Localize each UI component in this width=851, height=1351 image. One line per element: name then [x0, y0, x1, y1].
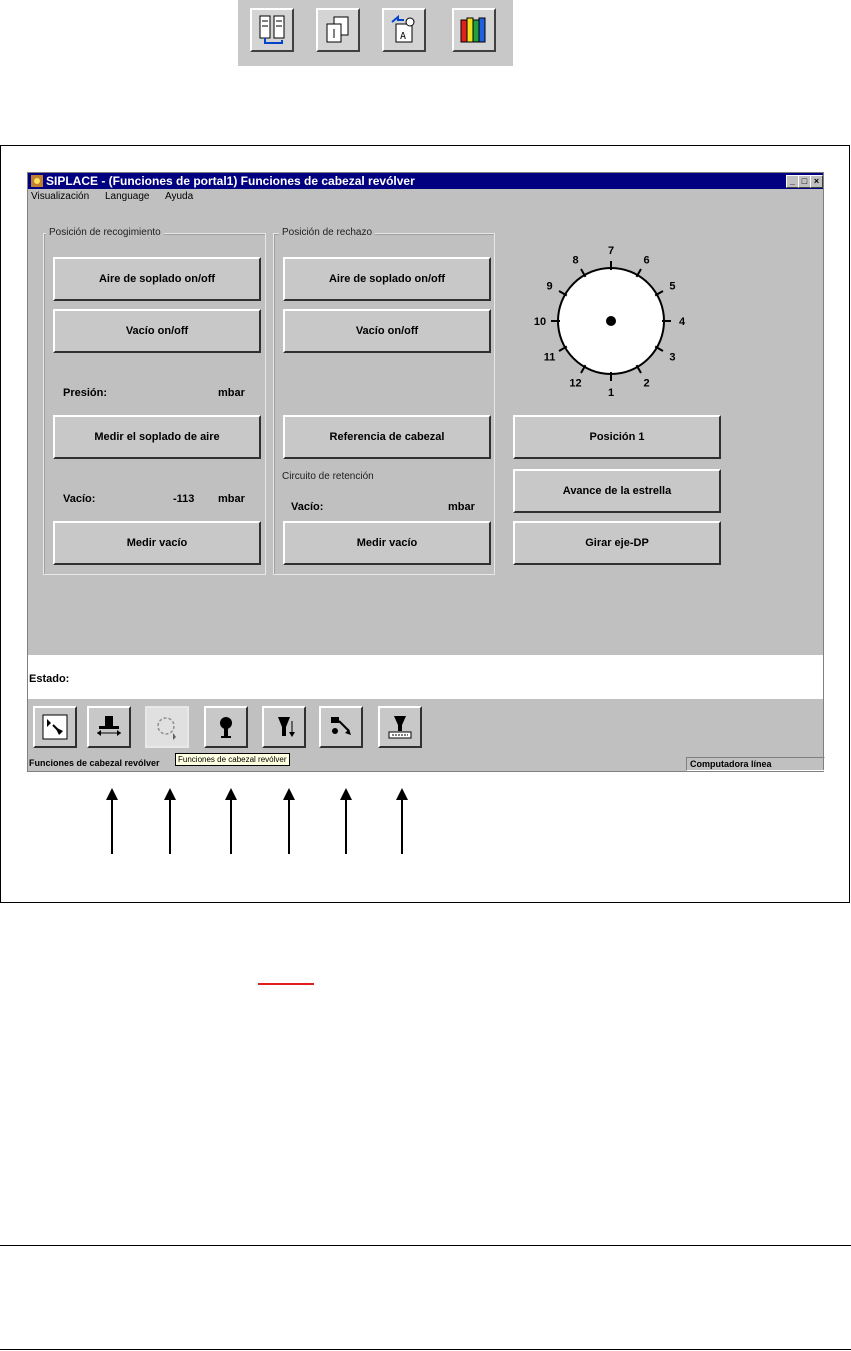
callout-arrow-4 — [288, 790, 290, 854]
retention-vacuum-label: Vacío: — [291, 501, 324, 513]
retention-measure-vacuum-button[interactable]: Medir vacío — [283, 521, 491, 565]
pages-icon-button[interactable] — [316, 8, 360, 52]
retention-vacuum-unit: mbar — [448, 501, 475, 513]
pickup-vacuum-unit: mbar — [218, 493, 245, 505]
head-reference-button[interactable]: Referencia de cabezal — [283, 415, 491, 459]
svg-text:A: A — [400, 31, 407, 42]
dial-number: 6 — [643, 254, 650, 267]
dial-number: 4 — [678, 316, 686, 328]
menu-language[interactable]: Language — [105, 191, 150, 202]
status-bar-right: Computadora línea — [686, 757, 825, 771]
callout-arrow-2 — [169, 790, 171, 854]
dial-number: 7 — [607, 245, 615, 257]
placement-pcb-button[interactable] — [378, 706, 422, 748]
component-path-icon — [327, 713, 355, 741]
nozzle-icon — [212, 713, 240, 741]
dial-number: 12 — [569, 377, 582, 390]
refresh-document-icon-button[interactable] — [382, 8, 426, 52]
pointer-icon — [41, 713, 69, 741]
refresh-document-icon — [388, 14, 420, 46]
top-toolbar — [238, 0, 513, 66]
callout-arrow-3 — [230, 790, 232, 854]
star-advance-button[interactable]: Avance de la estrella — [513, 469, 721, 513]
pickup-vacuum-value: -113 — [173, 493, 195, 505]
dial-number: 10 — [533, 316, 547, 328]
reject-air-button[interactable]: Aire de soplado on/off — [283, 257, 491, 301]
menu-bar — [28, 190, 823, 206]
pages-icon — [322, 14, 354, 46]
component-path-button[interactable] — [319, 706, 363, 748]
title-bar — [28, 173, 823, 189]
nozzle-vacuum-icon — [270, 713, 298, 741]
nozzle-vacuum-button[interactable] — [262, 706, 306, 748]
line-list-icon-button[interactable] — [250, 8, 294, 52]
pickup-vacuum-button[interactable]: Vacío on/off — [53, 309, 261, 353]
portal-axis-icon — [95, 713, 123, 741]
dial-number: 8 — [572, 254, 579, 267]
status-bar-left: Funciones de cabezal revólver — [29, 758, 160, 768]
dial-number: 3 — [669, 351, 676, 364]
maximize-icon[interactable]: □ — [798, 175, 811, 188]
retention-group-label: Circuito de retención — [279, 471, 377, 482]
pickup-measure-vacuum-button[interactable]: Medir vacío — [53, 521, 261, 565]
close-icon[interactable]: × — [810, 175, 823, 188]
turret-dial — [523, 218, 703, 408]
red-underline-link[interactable] — [258, 983, 314, 985]
callout-arrow-6 — [401, 790, 403, 854]
window-title: SIPLACE - (Funciones de portal1) Funciones de cabezal revólver — [46, 174, 415, 188]
books-icon — [458, 14, 490, 46]
menu-ayuda[interactable]: Ayuda — [165, 191, 194, 202]
portal-axis-button[interactable] — [87, 706, 131, 748]
pressure-label: Presión: — [63, 387, 108, 399]
status-area — [28, 655, 823, 699]
list-transfer-icon — [256, 14, 288, 46]
dial-number: 5 — [669, 280, 676, 293]
dial-number: 2 — [643, 377, 650, 390]
placement-pcb-icon — [386, 713, 414, 741]
bottom-toolbar — [28, 700, 823, 754]
app-window — [27, 172, 824, 772]
nozzle-button[interactable] — [204, 706, 248, 748]
page-rule-bottom — [0, 1349, 851, 1350]
position-1-button[interactable]: Posición 1 — [513, 415, 721, 459]
status-label: Estado: — [29, 673, 70, 685]
dial-center-dot — [606, 316, 616, 326]
app-logo-icon — [31, 175, 43, 187]
revolver-head-icon — [153, 713, 181, 741]
reject-group-label: Posición de rechazo — [279, 227, 375, 238]
pickup-air-button[interactable]: Aire de soplado on/off — [53, 257, 261, 301]
rotate-dp-axis-button[interactable]: Girar eje-DP — [513, 521, 721, 565]
callout-arrow-1 — [111, 790, 113, 854]
page-rule-top — [0, 1245, 851, 1246]
menu-visualizacion[interactable]: Visualización — [31, 191, 90, 202]
measure-air-button[interactable]: Medir el soplado de aire — [53, 415, 261, 459]
status-bar — [28, 756, 823, 771]
dial-number: 9 — [546, 280, 553, 293]
pointer-tool-button[interactable] — [33, 706, 77, 748]
revolver-head-functions-button[interactable] — [145, 706, 189, 748]
callout-arrow-5 — [345, 790, 347, 854]
books-icon-button[interactable] — [452, 8, 496, 52]
pressure-unit: mbar — [218, 387, 245, 399]
pickup-group-label: Posición de recogimiento — [46, 227, 164, 238]
dial-number: 1 — [607, 387, 615, 399]
minimize-icon[interactable]: _ — [786, 175, 799, 188]
tooltip: Funciones de cabezal revólver — [175, 753, 290, 766]
pickup-vacuum-label: Vacío: — [63, 493, 96, 505]
dial-number: 11 — [543, 351, 556, 364]
reject-vacuum-button[interactable]: Vacío on/off — [283, 309, 491, 353]
